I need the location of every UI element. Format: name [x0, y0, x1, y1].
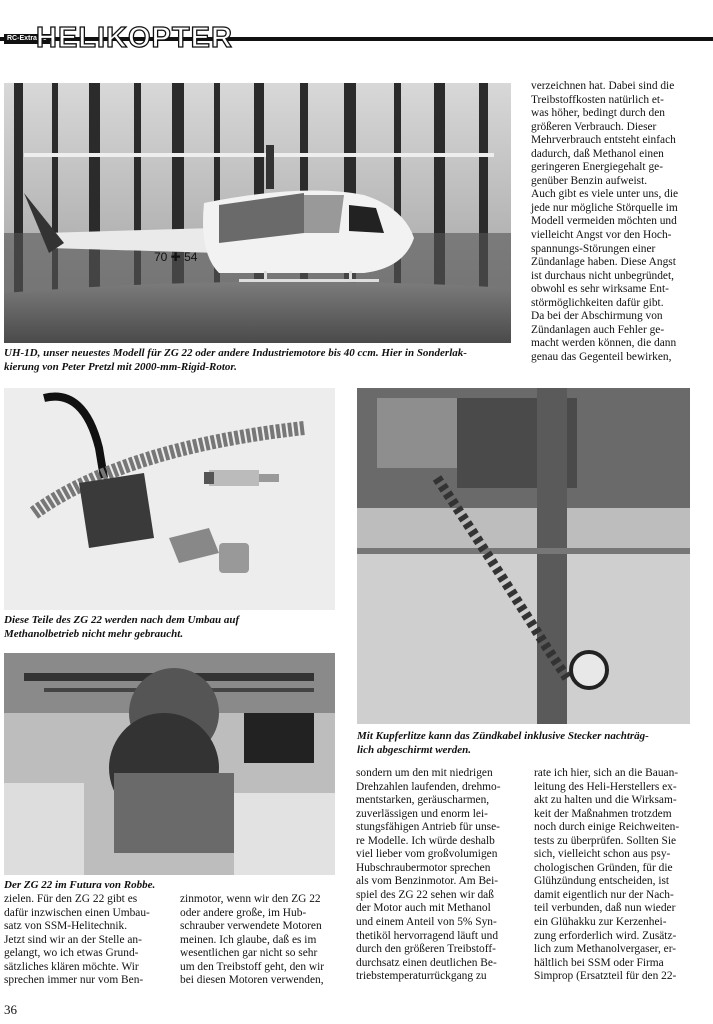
text-line: zung erforderlich wird. Zusätz- [534, 929, 677, 942]
text-line: mentstarken, geräuscharmen, [356, 794, 490, 807]
text-line: Glühzündung entscheiden, ist [534, 875, 670, 888]
photo-parts [4, 388, 335, 610]
text-line: meinen. Ich glaube, daß es im [180, 933, 317, 946]
caption-parts [4, 613, 344, 641]
text-line: stungsfähigen Antrieb für unse- [356, 821, 500, 834]
text-line: viel lieber vom großvolumigen [356, 848, 498, 861]
text-line: durchsatz einen deutlichen Be- [356, 956, 497, 969]
caption-line: Der ZG 22 im Futura von Robbe. [4, 879, 156, 891]
text-column-bottom-left [4, 893, 169, 988]
text-line: schrauber verwendete Motoren [180, 920, 322, 933]
page-header [0, 12, 713, 52]
caption-uh1d [4, 346, 524, 374]
text-line: Da bei der Abschirmung von [531, 310, 663, 323]
text-line: Hubschraubermotor sprechen [356, 861, 491, 874]
caption-line: kierung von Peter Pretzl mit 2000-mm-Rigid-Rotor. [4, 361, 237, 373]
text-line: Treibstoffkosten natürlich et- [531, 93, 664, 106]
caption-line: Diese Teile des ZG 22 werden nach dem Umbau auf [4, 614, 240, 626]
text-line: genüber Benzin aufweist. [531, 174, 648, 187]
text-line: genau das Gegenteil bewirken, [531, 350, 672, 363]
text-line: störmöglichkeiten dafür gibt. [531, 296, 664, 309]
text-line: lich zum Methanolvergaser, er- [534, 943, 677, 956]
text-line: damit eigentlich nur der Nach- [534, 888, 674, 901]
text-line: vielleicht Angst vor den Hoch- [531, 229, 672, 242]
text-line: ein Glühakku zur Kerzenhei- [534, 916, 667, 929]
text-line: Auch gibt es viele unter uns, die [531, 188, 679, 201]
text-line: teil verbunden, daß nun wieder [534, 902, 676, 915]
caption-line: lich abgeschirmt werden. [357, 744, 471, 756]
text-line: Zündanlage haben. Diese Angst [531, 256, 676, 269]
text-line: oder andere große, im Hub- [180, 906, 307, 919]
text-line: der Motor auch mit Methanol [356, 902, 491, 915]
text-line: gelangt, wo ich etwas Grund- [4, 947, 139, 960]
text-line: re Modelle. Ich würde deshalb [356, 834, 495, 847]
text-line: obwohl es sehr wirksame Ent- [531, 283, 669, 296]
text-line: thetiköl hervorragend läuft und [356, 929, 499, 942]
text-column-right-top [531, 80, 711, 364]
text-line: zielen. Für den ZG 22 gibt es [4, 893, 138, 905]
text-line: sich, vielleicht schon aus psy- [534, 848, 671, 861]
text-line: was höher, bedingt durch den [531, 107, 665, 120]
text-line: zinmotor, wenn wir den ZG 22 [180, 893, 321, 905]
text-line: ist durchaus nicht unbegründet, [531, 269, 674, 282]
text-line: Zündanlagen auch Fehler ge- [531, 323, 665, 336]
text-line: leitung des Heli-Herstellers ex- [534, 780, 677, 793]
text-line: Drehzahlen laufenden, drehmo- [356, 780, 501, 793]
text-line: Simprop (Ersatzteil für den 22- [534, 970, 677, 983]
caption-line: Mit Kupferlitze kann das Zündkabel inklusive Stecker nachträg- [357, 730, 649, 742]
text-line: tests zu überprüfen. Sollten Sie [534, 834, 677, 847]
section-title: HELIKOPTER [36, 22, 233, 54]
caption-futura [4, 878, 335, 892]
text-line: sondern um den mit niedrigen [356, 767, 493, 779]
text-line: hältlich bei SSM oder Firma [534, 956, 664, 969]
text-line: dafür inzwischen einen Umbau- [4, 906, 150, 919]
text-line: spiel des ZG 22 sehen wir daß [356, 888, 494, 901]
caption-line: UH-1D, unser neuestes Modell für ZG 22 oder andere Industriemotore bis 40 ccm. Hier in Sonderlak- [4, 347, 467, 359]
text-line: keit der Maßnahmen trotzdem [534, 807, 672, 820]
caption-line: Methanolbetrieb nicht mehr gebraucht. [4, 628, 184, 640]
text-line: noch durch einige Reichweiten- [534, 821, 680, 834]
text-line: Modell vermeiden möchten und [531, 215, 677, 228]
helicopter-marking: 70 ✚ 54 [154, 250, 198, 264]
photo-futura [4, 653, 335, 875]
text-line: bei diesen Motoren verwenden, [180, 974, 324, 987]
photo-helicopter [4, 83, 511, 343]
text-line: sätzliches klären möchte. Wir [4, 960, 139, 973]
text-line: als vom Benzinmotor. Am Bei- [356, 875, 499, 888]
text-line: größeren Verbrauch. Dieser [531, 120, 657, 133]
text-column-right-bottom [534, 767, 712, 984]
text-line: triebstemperaturrückgang zu [356, 970, 487, 983]
text-line: sprechen immer nur vom Ben- [4, 974, 144, 987]
text-line: dadurch, daß Methanol einen [531, 147, 664, 160]
text-line: akt zu halten und die Wirksam- [534, 794, 677, 807]
text-line: wesentlichen gar nicht so sehr [180, 947, 318, 960]
text-line: um den Treibstoff geht, den wir [180, 960, 325, 973]
text-line: chologischen Gründen, für die [534, 861, 673, 874]
text-line: durch den größeren Treibstoff- [356, 943, 496, 956]
magazine-label: RC-Extra 16 [4, 34, 50, 44]
text-line: macht werden können, die dann [531, 337, 677, 350]
photo-cable [357, 388, 690, 724]
caption-litze [357, 729, 712, 757]
text-line: zuverlässigen und enorm lei- [356, 807, 488, 820]
text-line: und einem Anteil von 5% Syn- [356, 916, 497, 929]
text-line: spannungs-Störungen einer [531, 242, 656, 255]
text-line: jede nur mögliche Störquelle im [531, 201, 678, 214]
text-column-mid [356, 767, 516, 984]
text-line: rate ich hier, sich an die Bauan- [534, 767, 679, 779]
text-line: satz von SSM-Helitechnik. [4, 920, 128, 933]
text-line: verzeichnen hat. Dabei sind die [531, 80, 675, 92]
text-line: geringeren Energiegehalt ge- [531, 161, 663, 174]
text-column-bottom-second [180, 893, 345, 988]
page-number: 36 [4, 1002, 17, 1017]
text-line: Jetzt sind wir an der Stelle an- [4, 933, 142, 946]
text-line: Mehrverbrauch entsteht einfach [531, 134, 676, 147]
